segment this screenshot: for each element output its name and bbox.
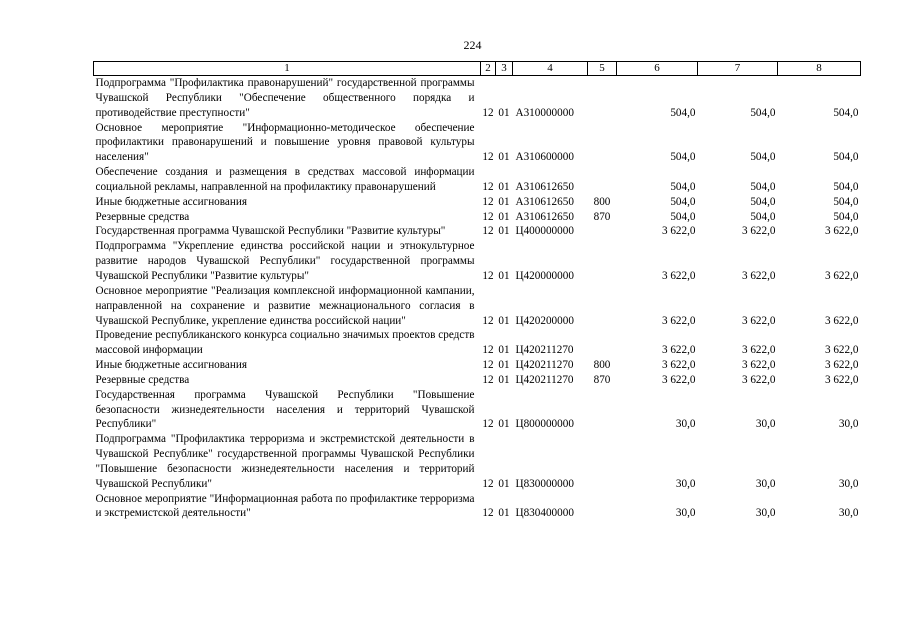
row-value-2: 30,0 [755,507,776,520]
row-expense-type: 870 [593,210,611,223]
row-target-article: Ц400000000 [515,225,574,238]
row-expense-type [588,328,617,358]
row-expense-type [588,492,617,522]
row-section-code: 01 [498,195,510,208]
table-row [94,388,861,433]
row-section-code: 01 [498,180,510,193]
row-value-3: 30,0 [838,477,859,490]
row-value-3: 30,0 [838,507,859,520]
header-col-6: 6 [617,62,698,76]
row-ministry-code: 12 [482,507,494,520]
row-name: Резервные средства [95,373,190,386]
row-expense-type [588,239,617,284]
row-section-code: 01 [498,225,510,238]
row-name: Иные бюджетные ассигнования [95,195,247,208]
table-row [94,284,861,329]
row-value-1: 504,0 [670,106,696,119]
row-ministry-code: 12 [482,359,494,372]
row-expense-type: 870 [593,373,611,386]
row-expense-type [588,121,617,166]
row-name: Подпрограмма "Профилактика правонарушений" государственной программы Чувашской Республики "Обеспечение общественного порядка и противодействие преступности" [95,77,475,119]
table-row [94,239,861,284]
row-value-3: 504,0 [833,106,859,119]
budget-table [93,61,861,521]
row-value-3: 504,0 [833,151,859,164]
row-target-article: Ц420000000 [515,269,574,282]
row-value-3: 3 622,0 [824,373,859,386]
row-value-2: 504,0 [750,195,776,208]
row-value-2: 30,0 [755,418,776,431]
table-row [94,328,861,358]
table-row [94,432,861,491]
row-name: Основное мероприятие "Информационная работа по профилактике терроризма и экстремистской деятельности" [95,492,475,520]
table-body [94,76,861,522]
table-row [94,373,861,388]
row-ministry-code: 12 [482,210,494,223]
row-value-3: 504,0 [833,180,859,193]
row-target-article: Ц420211270 [515,373,574,386]
row-ministry-code: 12 [482,477,494,490]
row-value-1: 3 622,0 [661,225,696,238]
row-target-article: А310612650 [515,195,574,208]
row-target-article: А310000000 [515,106,574,119]
row-ministry-code: 12 [482,269,494,282]
row-target-article: А310612650 [515,180,574,193]
row-name: Основное мероприятие "Информационно-методическое обеспечение профилактики правонарушений и повышение уровня правовой культуры населения" [95,121,475,164]
row-section-code: 01 [498,106,510,119]
row-value-1: 30,0 [675,477,696,490]
row-section-code: 01 [498,344,510,357]
row-value-2: 504,0 [750,106,776,119]
row-value-1: 3 622,0 [661,344,696,357]
row-name: Основное мероприятие "Реализация комплексной информационной кампании, направленной на сохранение и развитие межнационального согласия в Чувашской Республике, укрепление единства российской нации" [95,284,475,327]
row-section-code: 01 [498,269,510,282]
row-section-code: 01 [498,151,510,164]
row-expense-type: 800 [593,195,611,208]
row-section-code: 01 [498,210,510,223]
row-name: Обеспечение создания и размещения в средствах массовой информации социальной рекламы, направленной на профилактику правонарушений [95,166,475,193]
row-name: Иные бюджетные ассигнования [95,359,247,372]
row-value-2: 3 622,0 [741,314,776,327]
row-value-1: 3 622,0 [661,359,696,372]
row-value-2: 504,0 [750,210,776,223]
row-value-3: 3 622,0 [824,269,859,282]
header-col-5: 5 [588,62,617,76]
row-value-2: 30,0 [755,477,776,490]
table-row [94,165,861,195]
row-ministry-code: 12 [482,151,494,164]
table-row [94,121,861,166]
row-target-article: А310612650 [515,210,574,223]
row-expense-type [588,432,617,491]
header-col-4: 4 [513,62,588,76]
row-value-1: 504,0 [670,151,696,164]
row-ministry-code: 12 [482,195,494,208]
row-target-article: Ц420200000 [515,314,574,327]
row-section-code: 01 [498,418,510,431]
table-row [94,492,861,522]
row-section-code: 01 [498,477,510,490]
table-row [94,76,861,121]
row-name: Резервные средства [95,210,190,223]
row-value-3: 30,0 [838,418,859,431]
row-target-article: Ц420211270 [515,344,574,357]
row-value-1: 3 622,0 [661,314,696,327]
row-value-1: 3 622,0 [661,269,696,282]
row-value-2: 3 622,0 [741,269,776,282]
row-name: Проведение республиканского конкурса социально значимых проектов средств массовой информации [95,329,475,357]
row-value-1: 30,0 [675,418,696,431]
row-expense-type [588,76,617,121]
header-col-8: 8 [778,62,861,76]
table-header [94,62,861,76]
header-col-2: 2 [481,62,496,76]
table-row [94,358,861,373]
row-value-3: 504,0 [833,195,859,208]
row-section-code: 01 [498,373,510,386]
table-row [94,210,861,225]
table-row [94,195,861,210]
row-ministry-code: 12 [482,373,494,386]
row-expense-type [588,165,617,195]
row-name: Подпрограмма "Укрепление единства российской нации и этнокультурное развитие народов Чувашской Республики" государственной программы Чувашской Республики "Развитие культуры" [95,240,475,282]
row-name: Государственная программа Чувашской Республики "Повышение безопасности жизнедеятельности населения и территорий Чувашской Республики" [95,388,475,431]
row-section-code: 01 [498,314,510,327]
row-expense-type [588,224,617,239]
row-name: Государственная программа Чувашской Республики "Развитие культуры" [95,225,446,238]
page-number: 224 [463,38,482,52]
row-value-2: 3 622,0 [741,225,776,238]
row-value-3: 3 622,0 [824,344,859,357]
row-ministry-code: 12 [482,344,494,357]
row-value-1: 30,0 [675,507,696,520]
row-ministry-code: 12 [482,225,494,238]
row-expense-type [588,284,617,329]
row-value-3: 504,0 [833,210,859,223]
row-expense-type: 800 [593,359,611,372]
row-target-article: Ц830400000 [515,507,574,520]
row-target-article: Ц830000000 [515,477,574,490]
row-value-1: 3 622,0 [661,373,696,386]
header-col-7: 7 [698,62,778,76]
row-expense-type [588,388,617,433]
row-value-2: 504,0 [750,151,776,164]
row-target-article: А310600000 [515,151,574,164]
row-value-1: 504,0 [670,180,696,193]
row-section-code: 01 [498,507,510,520]
row-value-1: 504,0 [670,210,696,223]
table-row [94,224,861,239]
row-name: Подпрограмма "Профилактика терроризма и экстремистской деятельности в Чувашской Республике" государственной программы Чувашской Республики "Повышение безопасности жизнедеятельности населения и территорий Чувашской Республики" [95,433,475,490]
header-col-1: 1 [94,62,481,76]
row-target-article: Ц420211270 [515,359,574,372]
row-value-2: 3 622,0 [741,359,776,372]
row-ministry-code: 12 [482,314,494,327]
row-value-2: 3 622,0 [741,373,776,386]
row-ministry-code: 12 [482,418,494,431]
row-ministry-code: 12 [482,106,494,119]
header-col-3: 3 [496,62,513,76]
row-value-3: 3 622,0 [824,225,859,238]
row-value-3: 3 622,0 [824,359,859,372]
row-ministry-code: 12 [482,180,494,193]
row-value-2: 3 622,0 [741,344,776,357]
row-target-article: Ц800000000 [515,418,574,431]
row-section-code: 01 [498,359,510,372]
row-value-1: 504,0 [670,195,696,208]
row-value-2: 504,0 [750,180,776,193]
row-value-3: 3 622,0 [824,314,859,327]
